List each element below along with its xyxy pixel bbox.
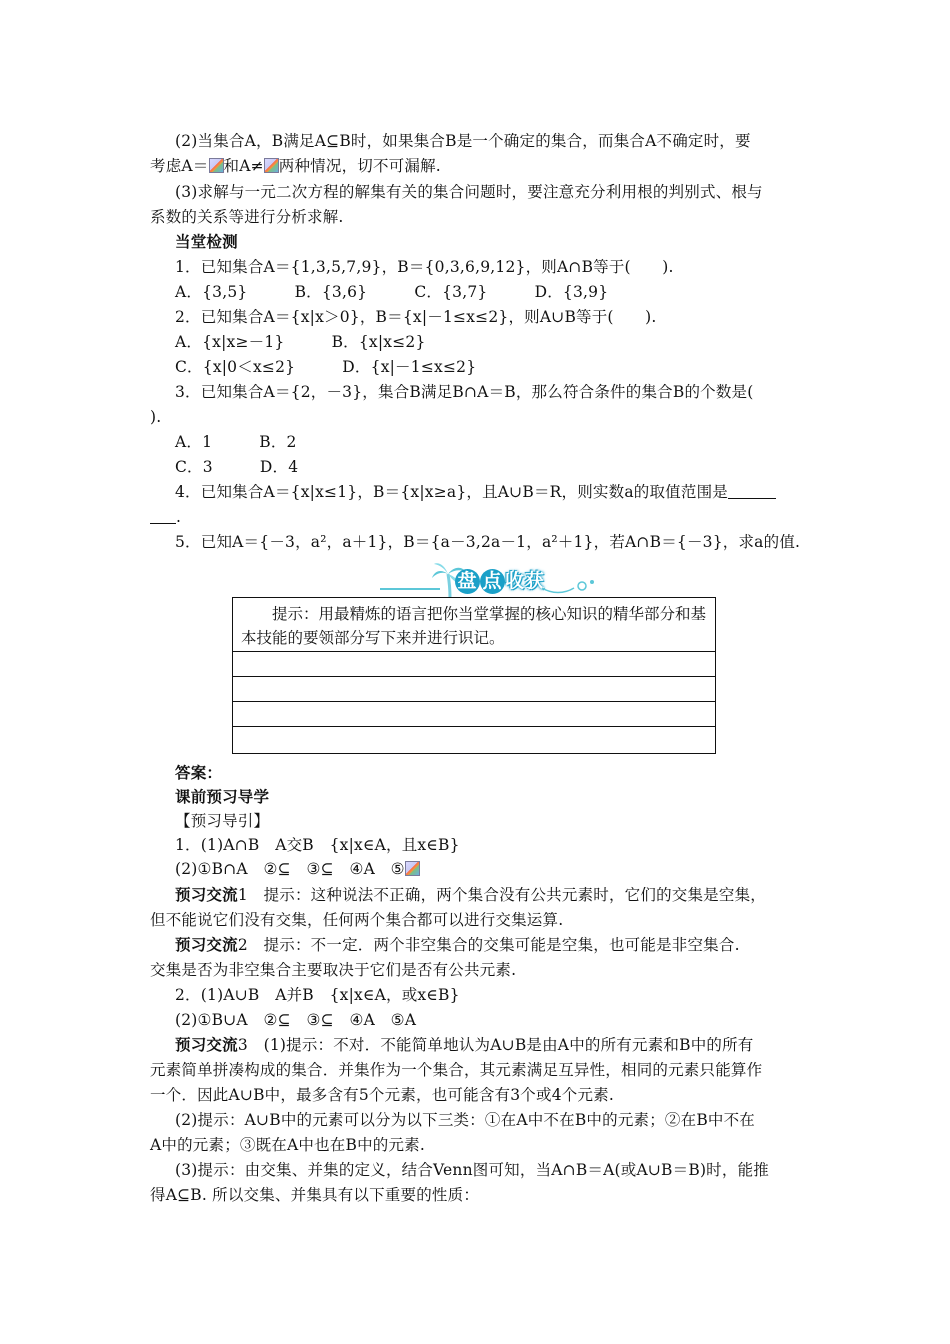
preview-exchange-1-cont: 但不能说它们没有交集，任何两个集合都可以进行交集运算. bbox=[150, 911, 564, 929]
notes-row-4[interactable] bbox=[233, 727, 715, 753]
question-3-options-ab: A．1 B．2 bbox=[175, 433, 297, 451]
preview-exchange-label: 预习交流 bbox=[175, 1036, 238, 1054]
preview-exchange-num: 1 bbox=[237, 886, 248, 904]
question-3: 3．已知集合A＝{2，－3}，集合B满足B∩A＝B，那么符合条件的集合B的个数是( bbox=[175, 383, 754, 401]
empty-set-image-icon bbox=[264, 158, 279, 173]
banner-char-2: 点 bbox=[480, 569, 505, 594]
preview-exchange-3-part2: (2)提示：A∪B中的元素可以分为以下三类：①在A中不在B中的元素；②在B中不在 bbox=[175, 1111, 756, 1129]
answer-2-text: (2)①B∩A ②⊆ ③⊆ ④A ⑤ bbox=[175, 860, 405, 878]
preview-exchange-label: 预习交流 bbox=[175, 886, 238, 904]
notes-row-3[interactable] bbox=[233, 702, 715, 727]
answer-2 bbox=[175, 858, 815, 880]
banner-char-1: 盘 bbox=[455, 569, 480, 594]
question-1-options: A．{3,5} B．{3,6} C．{3,7} D．{3,9} bbox=[175, 283, 609, 301]
preview-exchange-3-part2-cont: A中的元素；③既在A中也在B中的元素. bbox=[150, 1136, 426, 1154]
preview-exchange-text: (1)提示：不对．不能简单地认为A∪B是由A中的所有元素和B中的所有 bbox=[247, 1036, 754, 1054]
notes-table bbox=[232, 597, 716, 754]
question-4 bbox=[175, 481, 815, 503]
preview-exchange-2-cont: 交集是否为非空集合主要取决于它们是否有公共元素. bbox=[150, 961, 517, 979]
swirl-decoration-icon bbox=[540, 568, 600, 598]
preview-exchange-num: 2 bbox=[237, 936, 248, 954]
answers-heading: 答案： bbox=[175, 764, 223, 782]
section-heading-test: 当堂检测 bbox=[175, 233, 238, 251]
preview-exchange-label: 预习交流 bbox=[175, 936, 238, 954]
preview-exchange-2 bbox=[175, 934, 815, 956]
question-2-options-ab: A．{x|x≥－1} B．{x|x≤2} bbox=[175, 333, 426, 351]
notes-hint: 提示：用最精炼的语言把你当堂掌握的核心知识的精华部分和基本技能的要领部分写下来并进行识记。 bbox=[233, 598, 715, 652]
answer-4: (2)①B∪A ②⊆ ③⊆ ④A ⑤A bbox=[175, 1011, 417, 1029]
preview-exchange-1 bbox=[175, 884, 815, 906]
tip-text-c: 两种情况，切不可漏解. bbox=[278, 157, 441, 175]
tip-line-2-cont bbox=[150, 155, 790, 177]
question-4-cont bbox=[150, 506, 790, 528]
answer-blank-cont bbox=[150, 509, 176, 524]
notes-row-1[interactable] bbox=[233, 652, 715, 677]
tip-text-b: 和A≠ bbox=[223, 157, 264, 175]
preview-guide-heading: 【预习导引】 bbox=[175, 812, 270, 830]
notes-row-2[interactable] bbox=[233, 677, 715, 702]
question-5: 5．已知A＝{－3，a²，a＋1}，B＝{a－3,2a－1，a²＋1}，若A∩B＝{－3}，求a的值. bbox=[175, 533, 801, 551]
question-2: 2．已知集合A＝{x|x＞0}，B＝{x|－1≤x≤2}，则A∪B等于( ). bbox=[175, 308, 657, 326]
answers-subheading: 课前预习导学 bbox=[175, 788, 270, 806]
preview-exchange-3 bbox=[175, 1034, 815, 1056]
preview-exchange-3-cont2: 一个．因此A∪B中，最多含有5个元素，也可能含有3个或4个元素. bbox=[150, 1086, 614, 1104]
preview-exchange-3-cont: 元素简单拼凑构成的集合．并集作为一个集合，其元素满足互异性，相同的元素只能算作 bbox=[150, 1061, 763, 1079]
answer-3: 2．(1)A∪B A并B {x|x∈A，或x∈B} bbox=[175, 986, 460, 1004]
tip-text-a: 考虑A＝ bbox=[150, 157, 209, 175]
banner-char-rest: 收获 bbox=[505, 570, 546, 592]
preview-exchange-num: 3 bbox=[237, 1036, 248, 1054]
banner-title bbox=[455, 566, 545, 594]
empty-set-image-icon bbox=[405, 861, 420, 876]
question-2-options-cd: C．{x|0＜x≤2} D．{x|－1≤x≤2} bbox=[175, 358, 477, 376]
tip-line-3: (3)求解与一元二次方程的解集有关的集合问题时，要注意充分利用根的判别式、根与 bbox=[175, 183, 763, 201]
question-4-end: . bbox=[176, 508, 182, 526]
empty-set-image-icon bbox=[209, 158, 224, 173]
question-3-cont: ). bbox=[150, 408, 162, 426]
preview-exchange-text: 提示：这种说法不正确，两个集合没有公共元素时，它们的交集是空集， bbox=[247, 886, 766, 904]
preview-exchange-3-part3-cont: 得A⊆B. 所以交集、并集具有以下重要的性质： bbox=[150, 1186, 480, 1204]
question-1: 1．已知集合A＝{1,3,5,7,9}，B＝{0,3,6,9,12}，则A∩B等于( ). bbox=[175, 258, 674, 276]
question-4-text: 4．已知集合A＝{x|x≤1}，B＝{x|x≥a}，且A∪B＝R，则实数a的取值范围是 bbox=[175, 483, 728, 501]
preview-exchange-3-part3: (3)提示：由交集、并集的定义，结合Venn图可知，当A∩B＝A(或A∪B＝B)时，能推 bbox=[175, 1161, 769, 1179]
tip-line-2: (2)当集合A，B满足A⊆B时，如果集合B是一个确定的集合，而集合A不确定时，要 bbox=[175, 132, 751, 150]
answer-1: 1．(1)A∩B A交B {x|x∈A，且x∈B} bbox=[175, 836, 460, 854]
tip-line-3-cont: 系数的关系等进行分析求解. bbox=[150, 208, 344, 226]
preview-exchange-text: 提示：不一定．两个非空集合的交集可能是空集，也可能是非空集合. bbox=[247, 936, 740, 954]
question-3-options-cd: C．3 D．4 bbox=[175, 458, 299, 476]
answer-blank bbox=[728, 484, 776, 499]
